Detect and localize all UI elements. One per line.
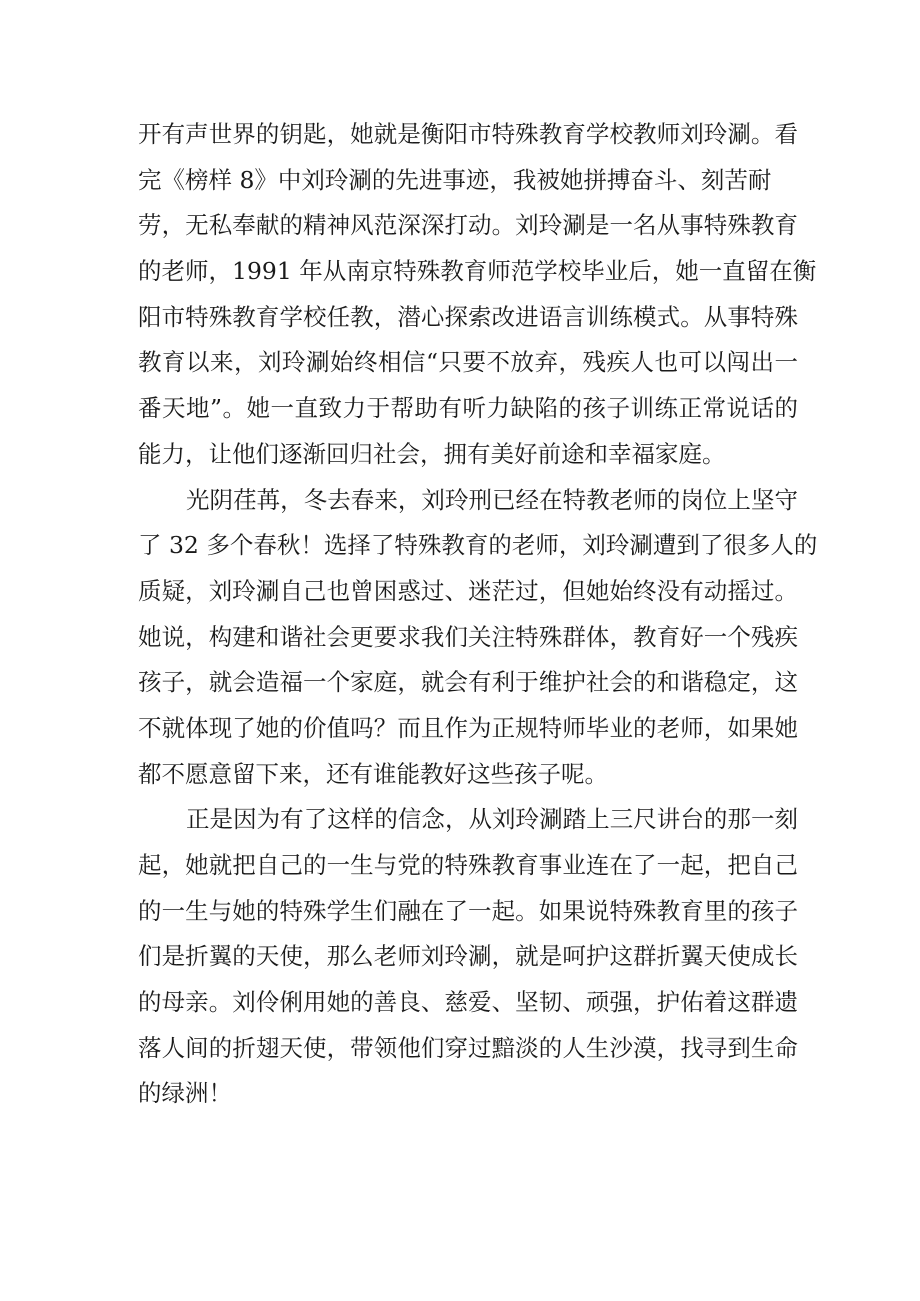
text-line: 光阴荏苒，冬去春来，刘玲刑已经在特教老师的岗位上坚守 [186, 485, 798, 514]
text-line: 都不愿意留下来，还有谁能教好这些孩子呢。 [138, 759, 608, 788]
text-line: 正是因为有了这样的信念，从刘玲涮踏上三尺讲台的那一刻 [186, 805, 798, 834]
document-body [138, 112, 818, 1117]
text-line: 的绿洲！ [138, 1079, 232, 1108]
text-line: 的老师，1991 年从南京特殊教育师范学校毕业后，她一直留在衡 [138, 257, 817, 286]
text-line: 教育以来，刘玲涮始终相信“只要不放弃，残疾人也可以闯出一 [138, 348, 798, 377]
text-line: 们是折翼的天使，那么老师刘玲涮，就是呵护这群折翼天使成长 [138, 942, 798, 971]
paragraph [138, 478, 818, 798]
text-line: 质疑，刘玲涮自己也曾困惑过、迷茫过，但她始终没有动摇过。 [138, 576, 798, 605]
text-line: 番天地”。她一直致力于帮助有听力缺陷的孩子训练正常说话的 [138, 394, 798, 423]
text-line: 阳市特殊教育学校任教，潜心探索改进语言训练模式。从事特殊 [138, 302, 798, 331]
text-line: 起，她就把自己的一生与党的特殊教育事业连在了一起，把自己 [138, 851, 798, 879]
text-line: 了 32 多个春秋！选择了特殊教育的老师，刘玲涮遭到了很多人的 [138, 531, 818, 560]
text-line: 劳，无私奉献的精神风范深深打动。刘玲涮是一名从事特殊教育 [138, 211, 798, 240]
text-line: 的一生与她的特殊学生们融在了一起。如果说特殊教育里的孩子 [138, 896, 798, 925]
text-line: 完《榜样 8》中刘玲涮的先进事迹，我被她拼搏奋斗、刻苦耐 [138, 165, 772, 194]
text-line: 能力，让他们逐渐回归社会，拥有美好前途和幸福家庭。 [138, 439, 726, 468]
paragraph [138, 797, 798, 1117]
text-line: 孩子，就会造福一个家庭，就会有利于维护社会的和谐稳定，这 [138, 668, 798, 697]
paragraph [138, 112, 817, 478]
text-line: 不就体现了她的价值吗？而且作为正规特师毕业的老师，如果她 [138, 713, 798, 742]
text-line: 的母亲。刘伶俐用她的善良、慈爱、坚韧、顽强，护佑着这群遗 [138, 988, 798, 1017]
text-line: 她说，构建和谐社会更要求我们关注特殊群体，教育好一个残疾 [138, 622, 798, 651]
text-line: 落人间的折翅天使，带领他们穿过黯淡的人生沙漠，找寻到生命 [138, 1033, 798, 1062]
text-line: 开有声世界的钥匙，她就是衡阳市特殊教育学校教师刘玲涮。看 [138, 120, 798, 148]
